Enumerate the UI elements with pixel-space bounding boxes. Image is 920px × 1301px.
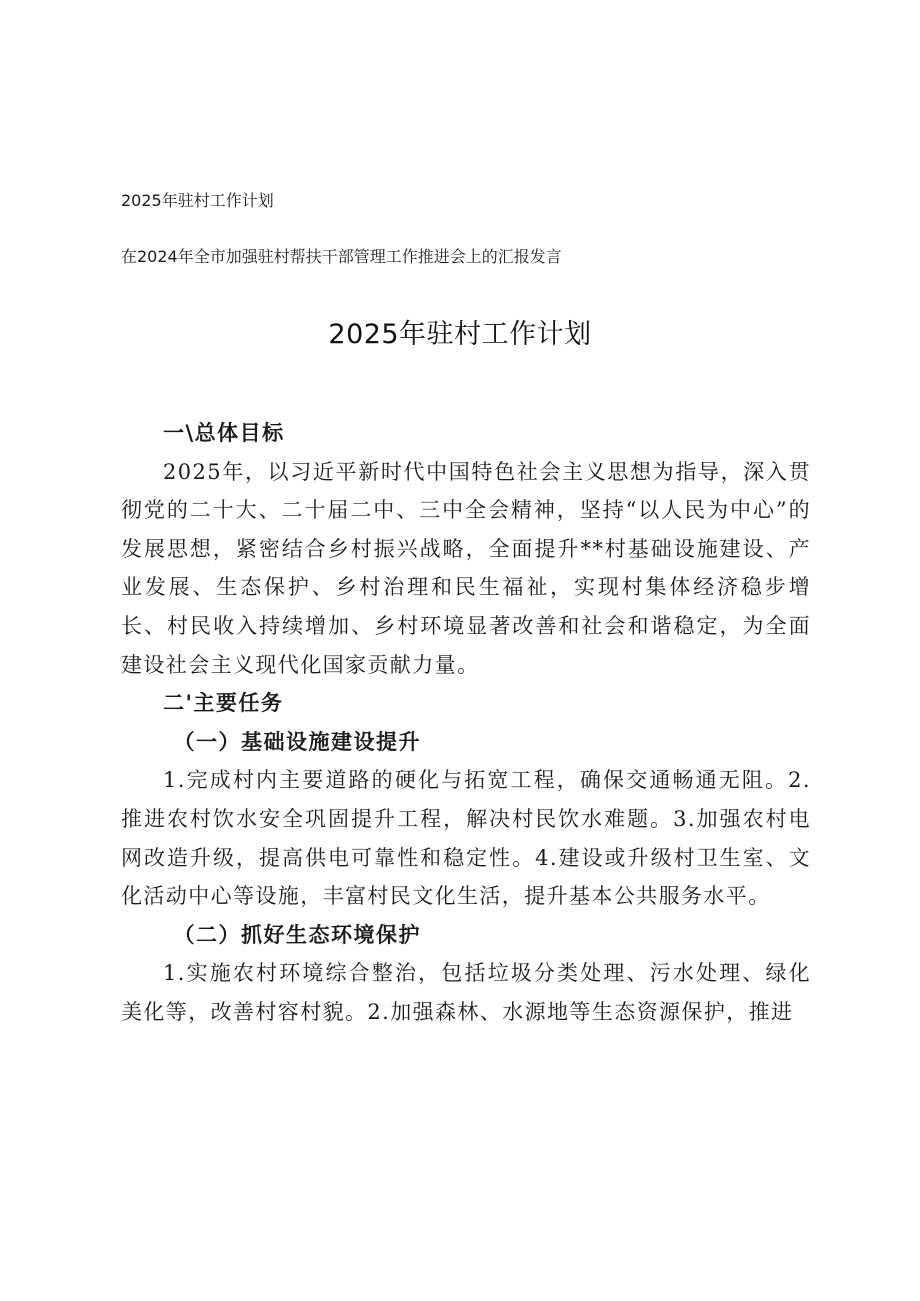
toc-entry-plan: 2025年驻村工作计划 [121,191,274,210]
section-heading-overall-goal: 一\总体目标 [163,421,285,445]
paragraph-overall-goal: 2025年，以习近平新时代中国特色社会主义思想为指导，深入贯彻党的二十大、二十届二中、三中全会精神，坚持“以人民为中心”的发展思想，紧密结合乡村振兴战略，全面提升**村基础设施建设、产业发展、生态保护、乡村治理和民生福祉，实现村集体经济稳步增长、村民收入持续增加、乡村环境显著改善和社会和谐稳定，为全面建设社会主义现代化国家贡献力量。 [121,459,811,677]
section-heading-main-tasks: 二'主要任务 [163,691,284,716]
subsection-heading-infrastructure: （一）基础设施建设提升 [173,729,421,754]
paragraph-ecology: 1.实施农村环境综合整治，包括垃圾分类处理、污水处理、绿化美化等，改善村容村貌。2.加强森林、水源地等生态资源保护，推进 [121,961,811,1024]
document-title: 2025年驻村工作计划 [328,319,592,350]
subsection-heading-ecology: （二）抓好生态环境保护 [173,922,421,947]
toc-entry-speech: 在2024年全市加强驻村帮扶干部管理工作推进会上的汇报发言 [121,247,562,266]
paragraph-infrastructure: 1.完成村内主要道路的硬化与拓宽工程，确保交通畅通无阻。2.推进农村饮水安全巩固提升工程，解决村民饮水难题。3.加强农村电网改造升级，提高供电可靠性和稳定性。4.建设或升级村卫生室、文化活动中心等设施，丰富村民文化生活，提升基本公共服务水平。 [121,768,811,909]
document-body [121,414,811,1032]
